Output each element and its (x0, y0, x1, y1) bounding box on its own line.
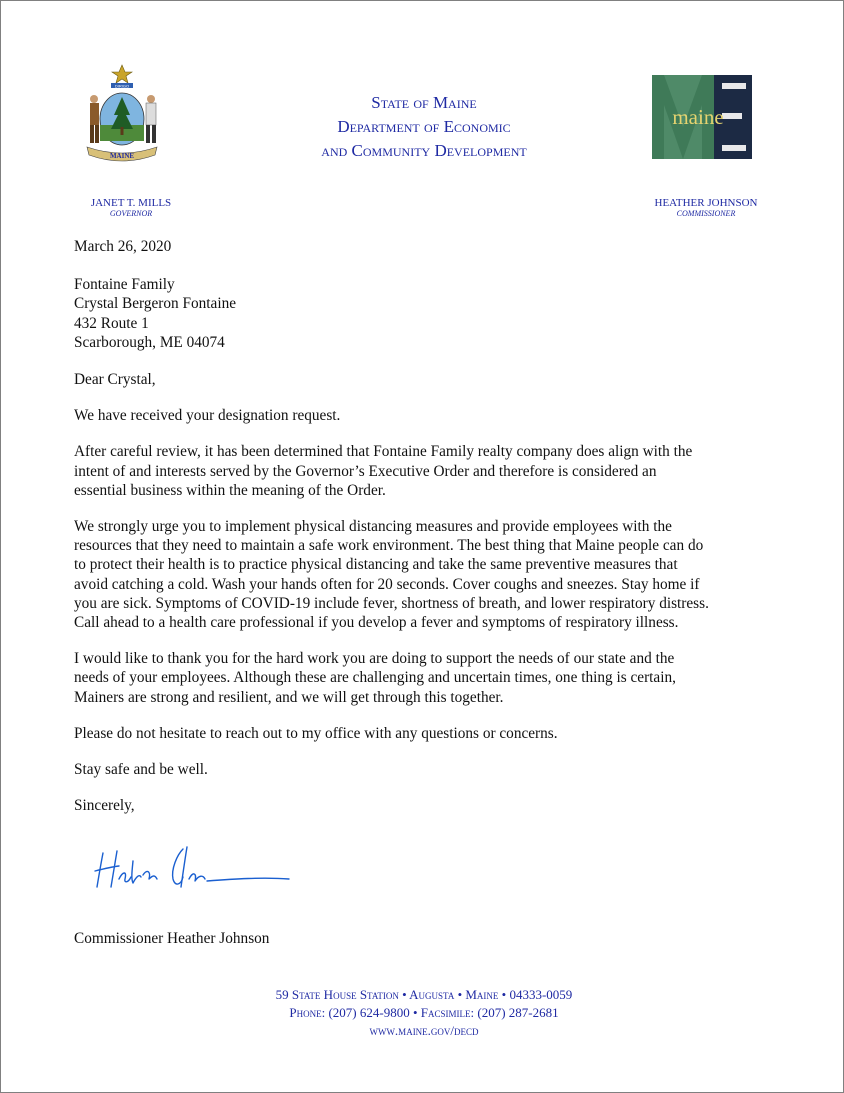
paragraph-line: intent of and interests served by the Governor’s Executive Order and therefore is considered an (74, 462, 657, 480)
footer-phone: Phone: (207) 624-9800 • Facsimile: (207) 287-2681 (289, 1005, 559, 1020)
seal-text: MAINE (109, 152, 135, 160)
department-heading (241, 91, 607, 163)
paragraph-line: you are sick. Symptoms of COVID-19 include fever, shortness of breath, and lower respiratory distress. (74, 594, 709, 612)
recipient-line: Fontaine Family (74, 276, 175, 294)
paragraph-3 (74, 517, 814, 632)
governor-name: JANET T. MILLS (90, 197, 172, 209)
paragraph-line: We strongly urge you to implement physical distancing measures and provide employees with the (74, 518, 672, 536)
footer-web-link[interactable]: www.maine.gov/decd (369, 1023, 479, 1038)
salutation: Dear Crystal, (74, 371, 156, 389)
paragraph-2 (74, 442, 814, 500)
letterhead-footer (121, 986, 727, 1040)
commissioner-name: HEATHER JOHNSON (654, 197, 758, 209)
paragraph-4 (74, 649, 814, 707)
commissioner-title: COMMISSIONER (676, 209, 736, 218)
paragraph-line: Mainers are strong and resilient, and we will get through this together. (74, 688, 504, 706)
paragraph-line: resources that they need to maintain a safe work environment. The best thing that Maine people can do (74, 537, 704, 555)
paragraph-line: essential business within the meaning of the Order. (74, 481, 386, 499)
logo-text: maine (672, 105, 724, 129)
governor-title: GOVERNOR (109, 209, 153, 218)
dept-line-1: State of Maine (371, 93, 477, 112)
paragraph-6: Stay safe and be well. (74, 761, 208, 779)
state-seal-icon (81, 63, 163, 167)
governor-block (61, 197, 201, 219)
recipient-line: Crystal Bergeron Fontaine (74, 295, 237, 313)
recipient-address (74, 275, 814, 352)
paragraph-line: Call ahead to a health care professional if you develop a fever and symptoms of respiratory illness. (74, 614, 679, 632)
footer-address: 59 State House Station • Augusta • Maine • 04333-0059 (275, 987, 573, 1002)
maine-logo-icon (652, 75, 752, 159)
recipient-line: Scarborough, ME 04074 (74, 333, 225, 351)
paragraph-line: avoid catching a cold. Wash your hands often for 20 seconds. Cover coughs and sneezes. Stay home if (74, 575, 700, 593)
paragraph-1: We have received your designation request. (74, 407, 341, 425)
paragraph-line: I would like to thank you for the hard work you are doing to support the needs of our state and the (74, 650, 675, 668)
commissioner-block (631, 197, 781, 219)
recipient-line: 432 Route 1 (74, 314, 149, 332)
paragraph-5: Please do not hesitate to reach out to my office with any questions or concerns. (74, 724, 558, 742)
seal-banner-text: DIRIGO (114, 83, 130, 89)
dept-line-2: Department of Economic (337, 117, 511, 136)
paragraph-line: needs of your employees. Although these are challenging and uncertain times, one thing is certain, (74, 669, 676, 687)
letter-body (74, 237, 814, 815)
letter-date: March 26, 2020 (74, 238, 172, 255)
closing: Sincerely, (74, 797, 135, 815)
dept-line-3: and Community Development (321, 141, 527, 160)
signer-name: Commissioner Heather Johnson (74, 930, 270, 947)
paragraph-line: After careful review, it has been determined that Fontaine Family realty company does align with the (74, 443, 693, 461)
handwritten-signature (93, 841, 293, 901)
paragraph-line: to protect their health is to practice physical distancing and take the same preventive measures that (74, 556, 678, 574)
